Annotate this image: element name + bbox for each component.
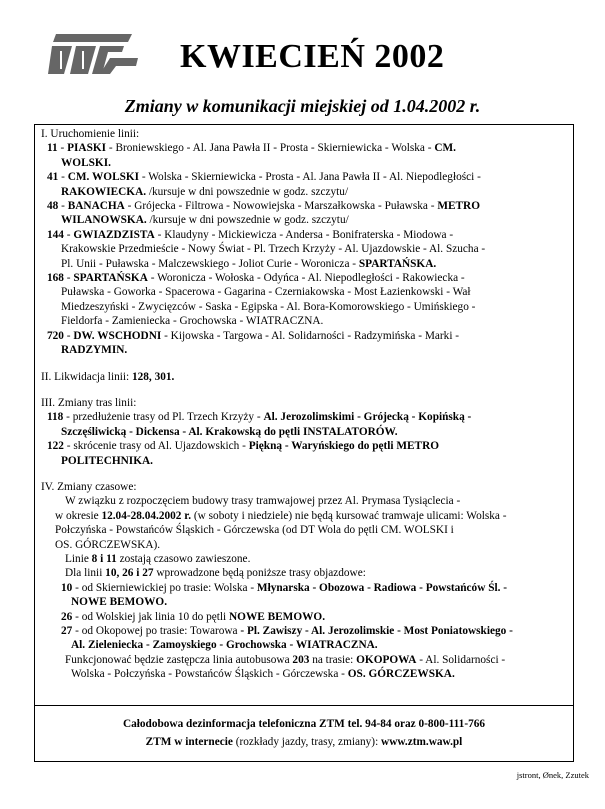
section-heading-text: II. Likwidacja linii:: [41, 370, 132, 383]
text-span: (w soboty i niedziele) nie będą kursować tramwaje ulicami: Wolska -: [191, 509, 507, 522]
ztm-logo: [48, 28, 140, 80]
route-text: - od Wolskiej jak linia 10 do pętli: [72, 610, 230, 623]
route-bold: POLITECHNIKA.: [61, 454, 153, 467]
line-number: 144: [47, 228, 64, 241]
route-text: - Wolska - Skierniewicka - Prosta - Al. Jana Pawła II - Al. Niepodległości -: [139, 171, 481, 184]
announcement-content: [41, 127, 569, 682]
line-entry: [41, 610, 569, 624]
svg-text:t: t: [52, 37, 54, 43]
line-terminal: OS. GÓRCZEWSKA.: [347, 668, 455, 681]
website-label: ZTM w internecie: [145, 736, 233, 748]
route-note: /kursuje w dni powszednie w godz. szczytu/: [146, 185, 349, 198]
website-url[interactable]: www.ztm.waw.pl: [381, 736, 463, 748]
text-span: Wolska - Połczyńska - Powstańców Śląskich - Górczewska -: [71, 668, 348, 681]
route-text: Pl. Unii - Puławska - Malczewskiego - Joliot Curie - Woronicza -: [61, 257, 359, 270]
paragraph-line: W związku z rozpoczęciem budowy trasy tramwajowej przez Al. Prymasa Tysiąclecia -: [65, 495, 461, 508]
line-terminal: CM.: [434, 142, 456, 155]
section-heading: IV. Zmiany czasowe:: [41, 480, 137, 493]
section-heading: [41, 370, 569, 384]
page-subtitle: Zmiany w komunikacji miejskiej od 1.04.2002 r.: [124, 96, 481, 116]
line-entry-cont: [41, 425, 569, 439]
credits: jstront, Ønek, Zzutek: [516, 770, 589, 780]
text-span: - Al. Solidarności -: [416, 653, 506, 666]
line-number: 10: [61, 581, 73, 594]
line-entry: 48 - BANACHA - Grójecka - Filtrowa - Nowowiejska - Marszałkowska - Puławska - METRO: [47, 200, 480, 213]
line-terminal: RAKOWIECKA.: [61, 185, 147, 198]
bus-line-number: 203: [292, 653, 310, 666]
route-text: Fieldorfa - Zamieniecka - Grochowska - WIATRACZNA.: [61, 315, 324, 328]
text-span: Dla linii: [65, 567, 106, 580]
announcement-box: [34, 124, 574, 762]
paragraph-line: [41, 667, 569, 681]
paragraph-line: Połczyńska - Powstańców Śląskich - Górczewska (od DT Wola do pętli CM. WOLSKI i: [55, 524, 454, 537]
line-entry: 720 - DW. WSCHODNI - Kijowska - Targowa - Al. Solidarności - Radzymińska - Marki -: [47, 329, 460, 342]
line-terminal: BANACHA: [67, 200, 125, 213]
route-text: - skrócenie trasy od Al. Ujazdowskich -: [63, 440, 249, 453]
route-bold: Al. Zieleniecka - Zamoyskiego - Grochowska - WIATRACZNA.: [71, 639, 378, 652]
section-heading: III. Zmiany tras linii:: [41, 396, 137, 409]
line-entry-cont: [41, 257, 569, 271]
paragraph-line: [41, 552, 569, 566]
line-entry: [41, 624, 569, 638]
section-heading: I. Uruchomienie linii:: [41, 128, 140, 140]
line-number: 118: [47, 411, 64, 424]
line-terminal: RADZYMIN.: [61, 344, 128, 357]
route-bold: Szczęśliwicką - Dickensa - Al. Krakowską do pętli INSTALATORÓW.: [61, 425, 398, 438]
line-entry: 168 - SPARTAŃSKA - Woronicza - Wołoska - Odyńca - Al. Niepodległości - Rakowiecka -: [47, 272, 465, 285]
line-entry: [41, 439, 569, 453]
line-number: 11: [47, 142, 58, 155]
line-terminal: SPARTAŃSKA.: [358, 257, 437, 270]
line-terminal: GWIAZDZISTA: [73, 228, 155, 241]
line-entry-cont: [41, 343, 569, 357]
route-text: - od Okopowej po trasie: Towarowa: [72, 625, 241, 637]
route-bold: Al. Jerozolimskimi - Grójecką - Kopińską -: [263, 411, 472, 424]
paragraph-line: [41, 566, 569, 580]
line-number: 41: [47, 171, 59, 184]
route-text: Puławska - Goworka - Spacerowa - Gagarina - Czerniakowska - Most Łazienkowski - Wał: [61, 286, 471, 299]
line-entry: 41 - CM. WOLSKI - Wolska - Skierniewicka - Prosta - Al. Jana Pawła II - Al. Niepodległości -: [47, 171, 481, 184]
hotline-text: [35, 715, 573, 733]
line-entry: 144 - GWIAZDZISTA - Klaudyny - Mickiewicza - Andersa - Bonifraterska - Miodowa -: [47, 228, 454, 241]
route-text: - od Skierniewickiej po trasie: Wolska -: [72, 581, 257, 594]
page-title: KWIECIEŃ 2002: [180, 38, 445, 75]
line-number: 48: [47, 200, 59, 213]
paragraph-line: OS. GÓRCZEWSKA).: [55, 538, 161, 551]
hotline-bold: Całodobowa dezinformacja telefoniczna ZTM tel. 94-84 oraz 0-800-111-766: [122, 718, 486, 730]
line-number: 168: [47, 272, 64, 285]
route-bold: Piękną - Waryńskiego do pętli METRO: [248, 440, 440, 453]
line-entry-cont: [41, 156, 569, 170]
text-span: Funkcjonować będzie zastępcza linia autobusowa: [65, 653, 293, 666]
detour-lines: 10, 26 i 27: [105, 567, 154, 580]
line-entry: 11 - PIASKI - Broniewskiego - Al. Jana Pawła II - Prosta - Skierniewicka - Wolska - CM.: [47, 142, 456, 155]
text-span: wprowadzone będą poniższe trasy objazdowe:: [153, 567, 366, 580]
line-number: 26: [61, 610, 73, 623]
footer-divider: [35, 705, 573, 706]
route-text: - Kijowska - Targowa - Al. Solidarności - Radzymińska - Marki -: [161, 329, 460, 342]
removed-lines: 128, 301.: [131, 370, 175, 383]
route-text: - przedłużenie trasy od Pl. Trzech Krzyży -: [63, 411, 264, 424]
line-entry-cont: [41, 638, 569, 652]
line-entry-cont: [41, 185, 569, 199]
website-text: [35, 733, 573, 751]
paragraph-line: [41, 509, 569, 523]
route-text: - Grójecka - Filtrowa - Nowowiejska - Marszałkowska - Puławska -: [124, 200, 438, 213]
website-desc: (rozkłady jazdy, trasy, zmiany):: [232, 736, 382, 748]
route-text: - Woronicza - Wołoska - Odyńca - Al. Niepodległości - Rakowiecka -: [147, 272, 465, 285]
line-terminal: WOLSKI.: [61, 156, 111, 169]
line-terminal: OKOPOWA: [356, 653, 417, 666]
line-terminal: DW. WSCHODNI: [73, 329, 162, 342]
text-span: zostają czasowo zawieszone.: [116, 552, 251, 565]
paragraph-line: [41, 653, 569, 667]
route-bold: NOWE BEMOWO.: [71, 596, 168, 609]
line-terminal: PIASKI: [67, 142, 107, 155]
route-text: - Broniewskiego - Al. Jana Pawła II - Prosta - Skierniewicka - Wolska -: [106, 142, 435, 155]
footer: [35, 715, 573, 751]
line-entry: [41, 410, 569, 424]
route-note: /kursuje w dni powszednie w godz. szczytu/: [146, 214, 349, 227]
line-terminal: METRO: [437, 200, 480, 213]
suspended-lines: 8 i 11: [91, 552, 117, 565]
route-bold: - Pl. Zawiszy - Al. Jerozolimskie - Most Poniatowskiego -: [240, 625, 513, 637]
date-range: 12.04-28.04.2002 r.: [101, 509, 192, 522]
line-number: 720: [47, 329, 64, 342]
line-number: 27: [61, 625, 73, 637]
line-terminal: CM. WOLSKI: [67, 171, 140, 184]
line-entry-cont: [41, 213, 569, 227]
route-text: - Klaudyny - Mickiewicza - Andersa - Bonifraterska - Miodowa -: [154, 228, 454, 241]
route-text: Miedzeszyński - Zwycięzców - Saska - Egipska - Al. Bora-Komorowskiego - Umińskiego -: [61, 300, 476, 313]
route-bold: Młynarska - Obozowa - Radiowa - Powstańców Śl. -: [256, 581, 508, 594]
route-text: Krakowskie Przedmieście - Nowy Świat - Pl. Trzech Krzyży - Al. Ujazdowskie - Al. Szucha -: [61, 243, 486, 256]
line-entry-cont: [41, 595, 569, 609]
text-span: Linie: [65, 552, 92, 565]
line-terminal: WILANOWSKA.: [61, 214, 147, 227]
line-number: 122: [47, 440, 64, 453]
route-bold: NOWE BEMOWO.: [229, 610, 326, 623]
text-span: w okresie: [55, 509, 102, 522]
text-span: na trasie:: [309, 653, 357, 666]
line-entry: [41, 581, 569, 595]
line-entry-cont: [41, 454, 569, 468]
line-terminal: SPARTAŃSKA: [73, 272, 148, 285]
